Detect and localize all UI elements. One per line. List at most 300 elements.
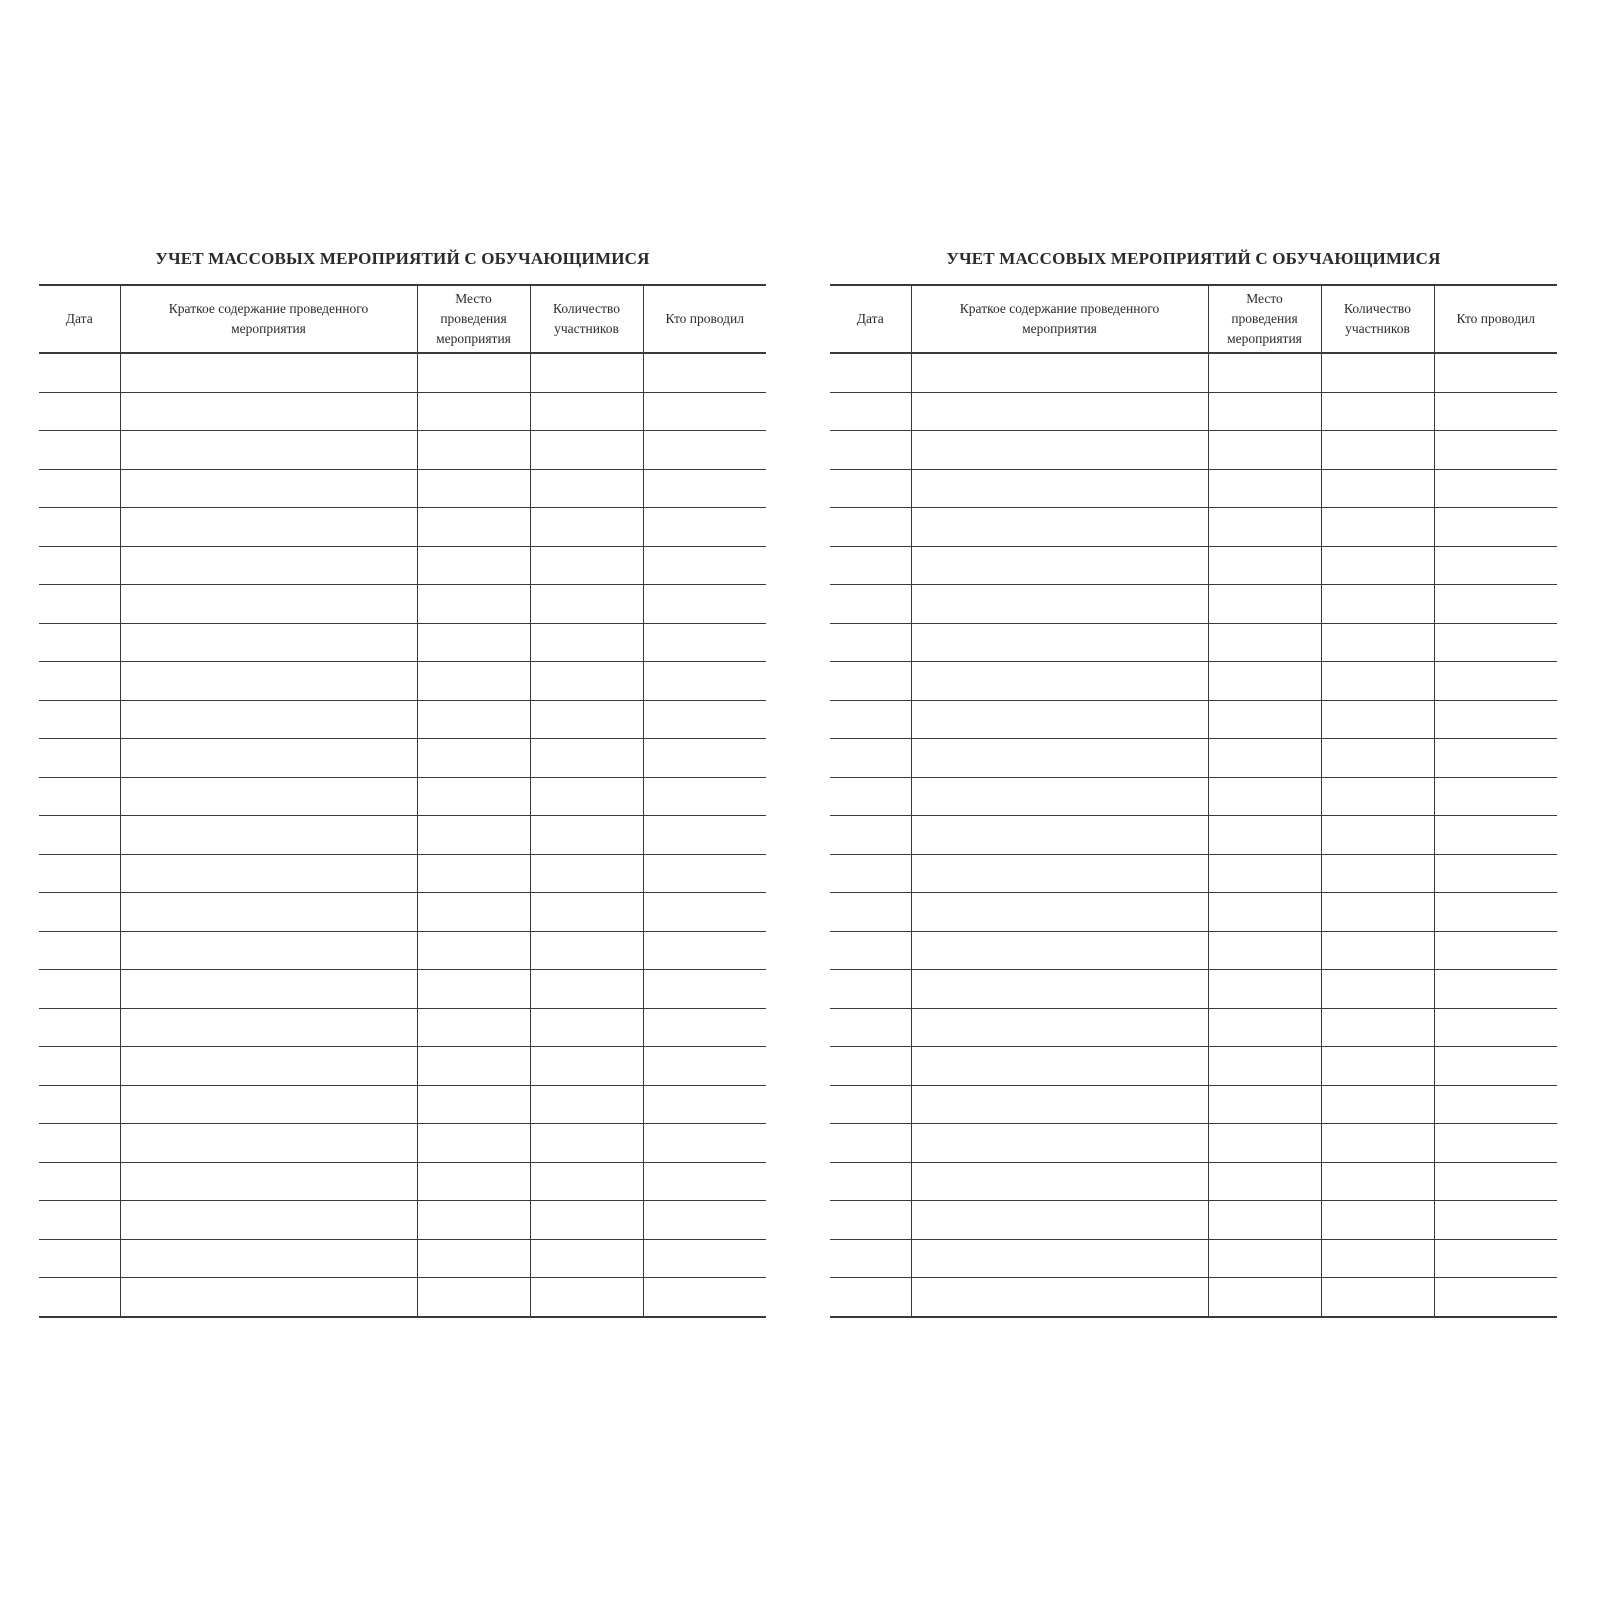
cell-content [911, 1124, 1208, 1163]
cell-content [120, 816, 417, 855]
cell-place [417, 1124, 530, 1163]
cell-participants [1321, 816, 1434, 855]
cell-conducted-by [643, 970, 766, 1009]
cell-conducted-by [643, 816, 766, 855]
cell-place [417, 970, 530, 1009]
table-row [39, 392, 766, 431]
cell-place [417, 662, 530, 701]
cell-place [417, 854, 530, 893]
cell-conducted-by [1434, 1124, 1557, 1163]
cell-participants [530, 1124, 643, 1163]
column-header-content: Краткое содержание проведенного мероприятия [120, 285, 417, 353]
cell-conducted-by [1434, 623, 1557, 662]
cell-place [1208, 623, 1321, 662]
cell-date [39, 700, 120, 739]
cell-date [830, 508, 911, 547]
cell-date [39, 585, 120, 624]
page-title: УЧЕТ МАССОВЫХ МЕРОПРИЯТИЙ С ОБУЧАЮЩИМИСЯ [946, 249, 1441, 268]
cell-content [911, 816, 1208, 855]
cell-content [120, 1201, 417, 1240]
cell-conducted-by [1434, 508, 1557, 547]
cell-place [1208, 392, 1321, 431]
cell-conducted-by [643, 431, 766, 470]
table-row [39, 777, 766, 816]
cell-place [417, 353, 530, 392]
cell-place [1208, 546, 1321, 585]
cell-participants [530, 739, 643, 778]
cell-conducted-by [1434, 854, 1557, 893]
cell-conducted-by [1434, 353, 1557, 392]
cell-date [830, 1124, 911, 1163]
cell-date [830, 970, 911, 1009]
cell-content [120, 1239, 417, 1278]
table-row [39, 1278, 766, 1317]
page-title: УЧЕТ МАССОВЫХ МЕРОПРИЯТИЙ С ОБУЧАЮЩИМИСЯ [155, 249, 650, 268]
cell-date [39, 1201, 120, 1240]
cell-participants [1321, 1162, 1434, 1201]
cell-conducted-by [1434, 469, 1557, 508]
events-register-table [830, 284, 1557, 1318]
column-header-conducted-by: Кто проводил [1434, 285, 1557, 353]
cell-content [911, 700, 1208, 739]
cell-content [911, 1162, 1208, 1201]
cell-participants [1321, 392, 1434, 431]
cell-place [417, 469, 530, 508]
cell-date [830, 1239, 911, 1278]
table-row [39, 585, 766, 624]
cell-content [120, 1162, 417, 1201]
column-header-place: Место проведения мероприятия [1208, 285, 1321, 353]
table-row [830, 1008, 1557, 1047]
cell-date [39, 353, 120, 392]
cell-content [911, 431, 1208, 470]
cell-date [830, 392, 911, 431]
cell-content [120, 585, 417, 624]
cell-content [120, 854, 417, 893]
cell-place [417, 816, 530, 855]
table-row [830, 1124, 1557, 1163]
cell-date [39, 1085, 120, 1124]
cell-conducted-by [643, 1278, 766, 1317]
table-row [39, 1124, 766, 1163]
cell-place [1208, 1162, 1321, 1201]
cell-content [911, 469, 1208, 508]
cell-date [39, 392, 120, 431]
cell-date [830, 1085, 911, 1124]
cell-conducted-by [643, 1239, 766, 1278]
left-page [39, 248, 766, 1318]
cell-participants [1321, 662, 1434, 701]
cell-place [1208, 1124, 1321, 1163]
table-row [830, 893, 1557, 932]
cell-content [120, 662, 417, 701]
column-header-content: Краткое содержание проведенного мероприятия [911, 285, 1208, 353]
cell-conducted-by [643, 1201, 766, 1240]
cell-conducted-by [643, 1047, 766, 1086]
cell-date [39, 1162, 120, 1201]
cell-content [911, 662, 1208, 701]
cell-date [39, 1278, 120, 1317]
table-row [830, 700, 1557, 739]
cell-content [120, 623, 417, 662]
cell-participants [530, 353, 643, 392]
cell-participants [1321, 777, 1434, 816]
cell-participants [530, 700, 643, 739]
cell-date [830, 546, 911, 585]
cell-content [911, 1008, 1208, 1047]
cell-date [39, 546, 120, 585]
cell-date [830, 1008, 911, 1047]
cell-conducted-by [643, 1085, 766, 1124]
cell-date [830, 585, 911, 624]
table-row [830, 662, 1557, 701]
cell-date [830, 854, 911, 893]
table-row [830, 816, 1557, 855]
table-row [830, 392, 1557, 431]
table-header-row [830, 285, 1557, 353]
column-header-conducted-by: Кто проводил [643, 285, 766, 353]
cell-conducted-by [643, 1124, 766, 1163]
cell-date [830, 431, 911, 470]
cell-place [417, 431, 530, 470]
cell-participants [1321, 931, 1434, 970]
cell-place [1208, 970, 1321, 1009]
cell-participants [530, 1239, 643, 1278]
cell-conducted-by [643, 739, 766, 778]
table-row [39, 1047, 766, 1086]
table-row [830, 1085, 1557, 1124]
cell-place [417, 1085, 530, 1124]
cell-date [39, 854, 120, 893]
cell-place [417, 1162, 530, 1201]
cell-date [39, 816, 120, 855]
cell-place [417, 546, 530, 585]
cell-content [911, 1239, 1208, 1278]
cell-place [1208, 1201, 1321, 1240]
cell-place [1208, 469, 1321, 508]
cell-conducted-by [643, 623, 766, 662]
cell-participants [1321, 469, 1434, 508]
cell-participants [1321, 1047, 1434, 1086]
table-header-row [39, 285, 766, 353]
table-row [830, 1162, 1557, 1201]
cell-place [417, 1047, 530, 1086]
table-row [830, 970, 1557, 1009]
table-row [39, 854, 766, 893]
events-register-table [39, 284, 766, 1318]
cell-participants [1321, 1008, 1434, 1047]
table-row [830, 777, 1557, 816]
cell-place [1208, 1008, 1321, 1047]
cell-conducted-by [1434, 1162, 1557, 1201]
cell-date [39, 739, 120, 778]
cell-place [1208, 777, 1321, 816]
cell-participants [1321, 893, 1434, 932]
cell-content [120, 508, 417, 547]
cell-content [120, 1008, 417, 1047]
cell-participants [530, 1278, 643, 1317]
cell-conducted-by [1434, 1239, 1557, 1278]
cell-conducted-by [1434, 777, 1557, 816]
table-row [830, 1047, 1557, 1086]
column-header-participants: Количество участников [1321, 285, 1434, 353]
cell-conducted-by [1434, 1008, 1557, 1047]
cell-conducted-by [643, 1162, 766, 1201]
cell-date [39, 931, 120, 970]
cell-conducted-by [643, 1008, 766, 1047]
table-row [39, 546, 766, 585]
cell-place [417, 1008, 530, 1047]
table-row [39, 1008, 766, 1047]
cell-participants [1321, 739, 1434, 778]
table-row [830, 353, 1557, 392]
table-row [39, 1201, 766, 1240]
cell-content [911, 623, 1208, 662]
cell-participants [530, 1162, 643, 1201]
cell-place [1208, 1278, 1321, 1317]
cell-participants [1321, 431, 1434, 470]
cell-conducted-by [643, 353, 766, 392]
cell-date [830, 739, 911, 778]
cell-place [417, 585, 530, 624]
cell-participants [1321, 546, 1434, 585]
cell-conducted-by [643, 777, 766, 816]
cell-participants [1321, 854, 1434, 893]
cell-place [1208, 662, 1321, 701]
cell-date [830, 469, 911, 508]
cell-content [120, 739, 417, 778]
cell-content [120, 931, 417, 970]
cell-content [120, 893, 417, 932]
cell-conducted-by [1434, 893, 1557, 932]
cell-content [120, 1047, 417, 1086]
cell-place [1208, 1047, 1321, 1086]
column-header-place: Место проведения мероприятия [417, 285, 530, 353]
cell-content [120, 353, 417, 392]
table-row [39, 893, 766, 932]
table-row [830, 1278, 1557, 1317]
cell-participants [1321, 1239, 1434, 1278]
cell-participants [530, 1047, 643, 1086]
cell-participants [1321, 1278, 1434, 1317]
cell-participants [530, 546, 643, 585]
table-row [830, 739, 1557, 778]
cell-conducted-by [643, 662, 766, 701]
cell-conducted-by [1434, 585, 1557, 624]
cell-content [911, 585, 1208, 624]
cell-participants [1321, 1124, 1434, 1163]
cell-place [1208, 431, 1321, 470]
cell-place [1208, 508, 1321, 547]
cell-participants [530, 970, 643, 1009]
table-row [39, 662, 766, 701]
cell-date [39, 970, 120, 1009]
table-row [830, 931, 1557, 970]
table-row [39, 931, 766, 970]
cell-date [39, 893, 120, 932]
cell-date [830, 893, 911, 932]
cell-conducted-by [643, 546, 766, 585]
cell-place [1208, 893, 1321, 932]
cell-conducted-by [1434, 739, 1557, 778]
cell-participants [1321, 353, 1434, 392]
cell-participants [530, 854, 643, 893]
table-row [39, 970, 766, 1009]
cell-conducted-by [1434, 700, 1557, 739]
cell-content [120, 1124, 417, 1163]
cell-content [911, 739, 1208, 778]
cell-place [1208, 585, 1321, 624]
cell-place [1208, 353, 1321, 392]
cell-participants [530, 623, 643, 662]
cell-content [911, 777, 1208, 816]
cell-content [120, 469, 417, 508]
table-body [39, 353, 766, 1317]
cell-participants [1321, 700, 1434, 739]
cell-content [911, 1201, 1208, 1240]
cell-date [39, 1124, 120, 1163]
cell-participants [530, 508, 643, 547]
table-row [39, 469, 766, 508]
cell-participants [530, 893, 643, 932]
cell-date [39, 662, 120, 701]
cell-conducted-by [643, 508, 766, 547]
cell-date [830, 777, 911, 816]
cell-participants [530, 431, 643, 470]
column-header-date: Дата [39, 285, 120, 353]
cell-conducted-by [1434, 1085, 1557, 1124]
cell-place [417, 1201, 530, 1240]
cell-place [417, 893, 530, 932]
cell-content [120, 970, 417, 1009]
cell-date [830, 1162, 911, 1201]
cell-date [830, 623, 911, 662]
table-row [39, 353, 766, 392]
cell-date [39, 508, 120, 547]
cell-participants [530, 1201, 643, 1240]
cell-participants [1321, 1201, 1434, 1240]
cell-conducted-by [643, 469, 766, 508]
cell-conducted-by [643, 893, 766, 932]
cell-content [120, 546, 417, 585]
cell-place [417, 623, 530, 662]
cell-conducted-by [643, 392, 766, 431]
table-row [39, 739, 766, 778]
cell-conducted-by [643, 585, 766, 624]
cell-conducted-by [1434, 931, 1557, 970]
cell-participants [1321, 623, 1434, 662]
column-header-participants: Количество участников [530, 285, 643, 353]
cell-date [39, 1008, 120, 1047]
table-row [830, 508, 1557, 547]
cell-place [417, 700, 530, 739]
cell-date [39, 623, 120, 662]
cell-conducted-by [1434, 970, 1557, 1009]
table-row [830, 469, 1557, 508]
cell-place [417, 1278, 530, 1317]
cell-content [120, 1278, 417, 1317]
cell-conducted-by [1434, 392, 1557, 431]
cell-date [39, 469, 120, 508]
cell-content [120, 1085, 417, 1124]
cell-conducted-by [1434, 431, 1557, 470]
table-body [830, 353, 1557, 1317]
cell-place [417, 392, 530, 431]
cell-participants [530, 777, 643, 816]
cell-participants [530, 585, 643, 624]
table-row [830, 1201, 1557, 1240]
cell-content [911, 893, 1208, 932]
cell-participants [530, 1008, 643, 1047]
cell-place [1208, 1239, 1321, 1278]
table-row [830, 585, 1557, 624]
cell-date [39, 777, 120, 816]
cell-content [911, 970, 1208, 1009]
table-row [830, 431, 1557, 470]
cell-place [417, 777, 530, 816]
cell-date [830, 1201, 911, 1240]
cell-date [830, 816, 911, 855]
cell-participants [530, 392, 643, 431]
cell-content [911, 508, 1208, 547]
table-row [39, 431, 766, 470]
cell-place [1208, 1085, 1321, 1124]
cell-participants [1321, 585, 1434, 624]
cell-participants [1321, 1085, 1434, 1124]
table-row [39, 816, 766, 855]
cell-date [830, 1278, 911, 1317]
cell-date [830, 353, 911, 392]
cell-content [911, 854, 1208, 893]
table-row [39, 508, 766, 547]
cell-place [1208, 816, 1321, 855]
cell-conducted-by [1434, 1047, 1557, 1086]
cell-content [911, 546, 1208, 585]
cell-content [911, 353, 1208, 392]
cell-place [417, 508, 530, 547]
cell-date [830, 1047, 911, 1086]
cell-place [1208, 854, 1321, 893]
table-row [830, 546, 1557, 585]
cell-place [1208, 700, 1321, 739]
table-row [39, 1239, 766, 1278]
cell-conducted-by [1434, 1201, 1557, 1240]
cell-place [417, 739, 530, 778]
right-page [830, 248, 1557, 1318]
cell-place [1208, 931, 1321, 970]
cell-content [911, 931, 1208, 970]
table-row [39, 700, 766, 739]
cell-place [1208, 739, 1321, 778]
cell-date [39, 431, 120, 470]
cell-content [120, 700, 417, 739]
cell-participants [530, 662, 643, 701]
cell-date [830, 931, 911, 970]
cell-place [417, 1239, 530, 1278]
cell-conducted-by [643, 700, 766, 739]
cell-date [39, 1047, 120, 1086]
cell-participants [530, 931, 643, 970]
cell-conducted-by [1434, 816, 1557, 855]
cell-place [417, 931, 530, 970]
table-row [830, 854, 1557, 893]
cell-participants [530, 1085, 643, 1124]
cell-content [120, 777, 417, 816]
cell-content [911, 1047, 1208, 1086]
cell-conducted-by [643, 854, 766, 893]
cell-date [830, 662, 911, 701]
cell-conducted-by [1434, 1278, 1557, 1317]
